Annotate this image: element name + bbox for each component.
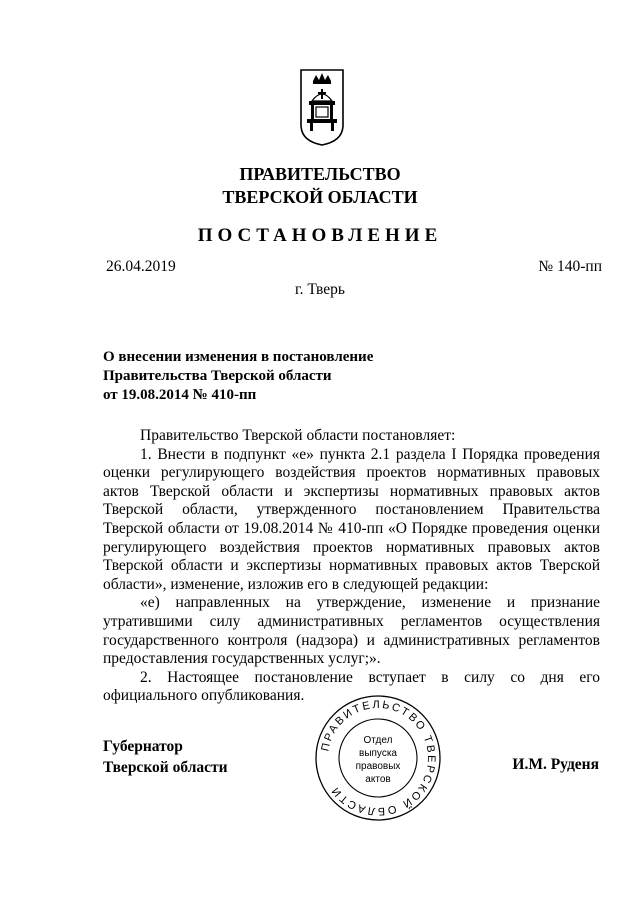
stamp-center-text: Отдел <box>363 735 393 746</box>
subject-line: от 19.08.2014 № 410-пп <box>103 387 257 403</box>
position-line: Тверской области <box>103 759 228 776</box>
stamp-ring-text: ПРАВИТЕЛЬСТВО ТВЕРСКОЙ ОБЛАСТИ <box>319 698 438 818</box>
subject-line: О внесении изменения в постановление <box>103 349 374 365</box>
document-number: № 140-пп <box>538 258 602 275</box>
organization-name-line2: ТВЕРСКОЙ ОБЛАСТИ <box>222 187 418 207</box>
body-paragraph: 2. Настоящее постановление вступает в силу со дня его официального опубликования. <box>103 668 600 705</box>
official-stamp <box>313 693 443 823</box>
body-paragraph: «е) направленных на утверждение, изменение и признание утратившими силу административных регламентов осуществления государственного контроля (надзора) и административных регламентов предоставления государственных услуг;». <box>103 594 600 668</box>
stamp-center-text: актов <box>365 774 391 785</box>
body-paragraph: Правительство Тверской области постановляет: <box>140 427 456 444</box>
document-city: г. Тверь <box>295 281 345 298</box>
stamp-center-text: выпуска <box>359 748 397 759</box>
body-paragraph: 1. Внести в подпункт «е» пункта 2.1 раздела I Порядка проведения оценки регулирующего воздействия проектов нормативных правовых актов Тверской области и экспертизы нормативных правовых актов Тверской области, утвержденного постановлением Правительства Тверской области от 19.08.2014 № 410-пп «О Порядке проведения оценки регулирующего воздействия проектов нормативных правовых актов Тверской области и экспертизы нормативных правовых актов Тверской области», изменение, изложив его в следующей редакции: <box>103 445 600 593</box>
document-type-title: ПОСТАНОВЛЕНИЕ <box>197 225 443 246</box>
signatory-name: И.М. Руденя <box>512 756 599 773</box>
organization-name-line1: ПРАВИТЕЛЬСТВО <box>239 164 401 184</box>
document-body <box>103 427 600 706</box>
tver-coat-of-arms-icon <box>298 67 346 147</box>
position-line: Губернатор <box>103 738 183 755</box>
signatory-position <box>103 736 228 778</box>
document-subject <box>103 348 373 405</box>
subject-line: Правительства Тверской области <box>103 368 332 384</box>
stamp-center-text: правовых <box>355 761 401 772</box>
document-date: 26.04.2019 <box>106 258 176 275</box>
